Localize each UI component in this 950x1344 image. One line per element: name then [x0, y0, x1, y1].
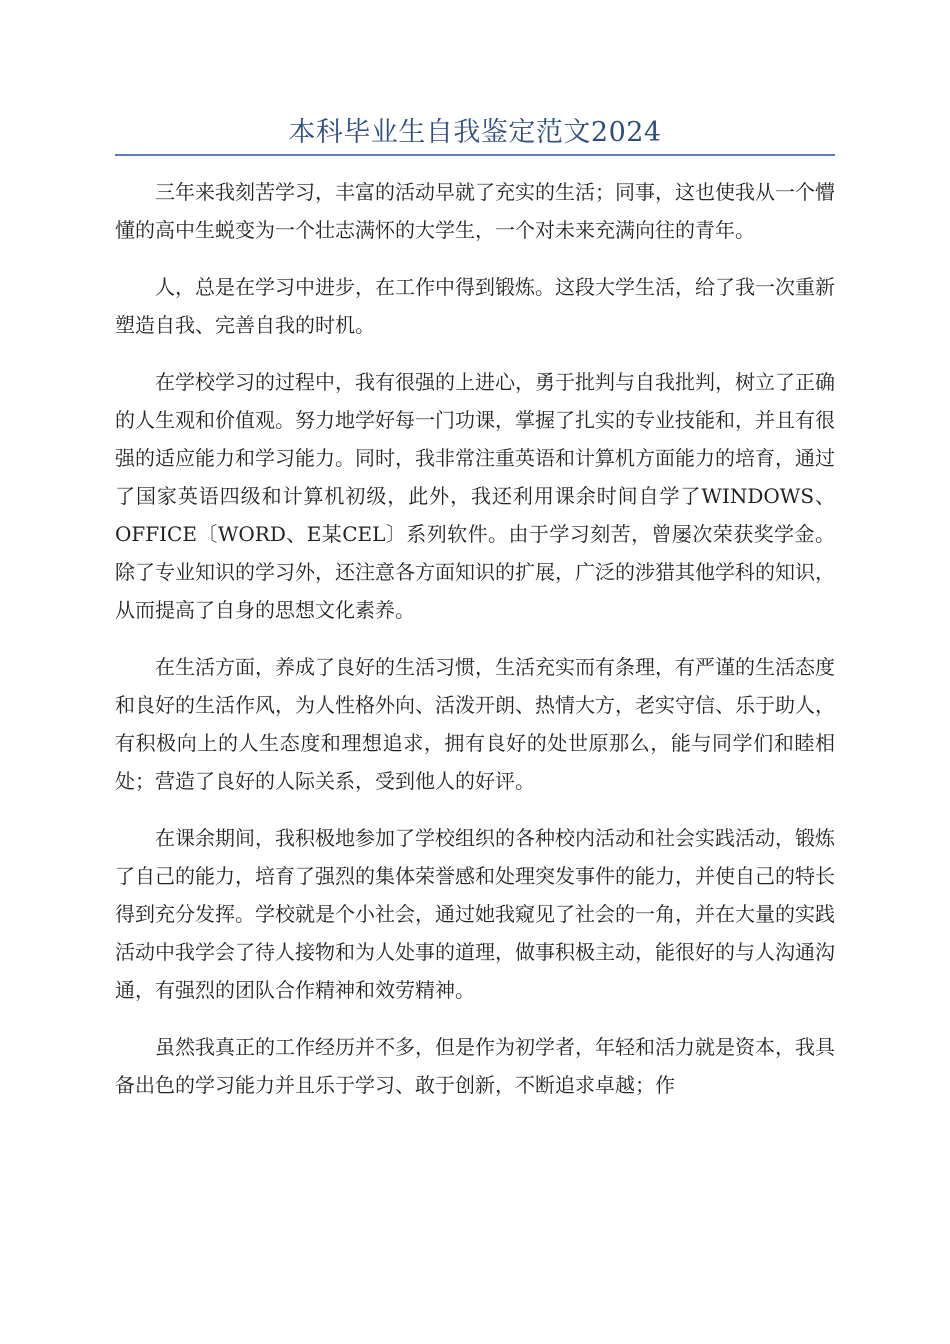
paragraph-5: 在课余期间，我积极地参加了学校组织的各种校内活动和社会实践活动，锻炼了自己的能力，培育了强烈的集体荣誉感和处理突发事件的能力，并使自己的特长得到充分发挥。学校就是个小社会，通过她我窥见了社会的一角，并在大量的实践活动中我学会了待人接物和为人处事的道理，做事积极主动，能很好的与人沟通沟通，有强烈的团队合作精神和效劳精神。: [115, 826, 835, 1002]
document-title: 本科毕业生自我鉴定范文2024: [288, 117, 662, 148]
paragraph-6: 虽然我真正的工作经历并不多，但是作为初学者，年轻和活力就是资本，我具备出色的学习能力并且乐于学习、敢于创新，不断追求卓越；作: [115, 1035, 835, 1097]
paragraph-1: 三年来我刻苦学习，丰富的活动早就了充实的生活；同事，这也使我从一个懵懂的高中生蜕变为一个壮志满怀的大学生，一个对未来充满向往的青年。: [115, 180, 835, 242]
paragraph-2: 人，总是在学习中进步，在工作中得到锻炼。这段大学生活，给了我一次重新塑造自我、完善自我的时机。: [115, 275, 835, 337]
title-underline: [115, 154, 835, 156]
paragraph-3: 在学校学习的过程中，我有很强的上进心，勇于批判与自我批判，树立了正确的人生观和价值观。努力地学好每一门功课，掌握了扎实的专业技能和，并且有很强的适应能力和学习能力。同时，我非常注重英语和计算机方面能力的培育，通过了国家英语四级和计算机初级，此外，我还利用课余时间自学了WINDOWS、OFFICE〔WORD、E某CEL〕系列软件。由于学习刻苦，曾屡次荣获奖学金。除了专业知识的学习外，还注意各方面知识的扩展，广泛的涉猎其他学科的知识，从而提高了自身的思想文化素养。: [115, 370, 835, 622]
paragraph-4: 在生活方面，养成了良好的生活习惯，生活充实而有条理，有严谨的生活态度和良好的生活作风，为人性格外向、活泼开朗、热情大方，老实守信、乐于助人，有积极向上的人生态度和理想追求，拥有良好的处世原那么，能与同学们和睦相处；营造了良好的人际关系，受到他人的好评。: [115, 655, 835, 793]
document-body: [115, 173, 835, 1123]
